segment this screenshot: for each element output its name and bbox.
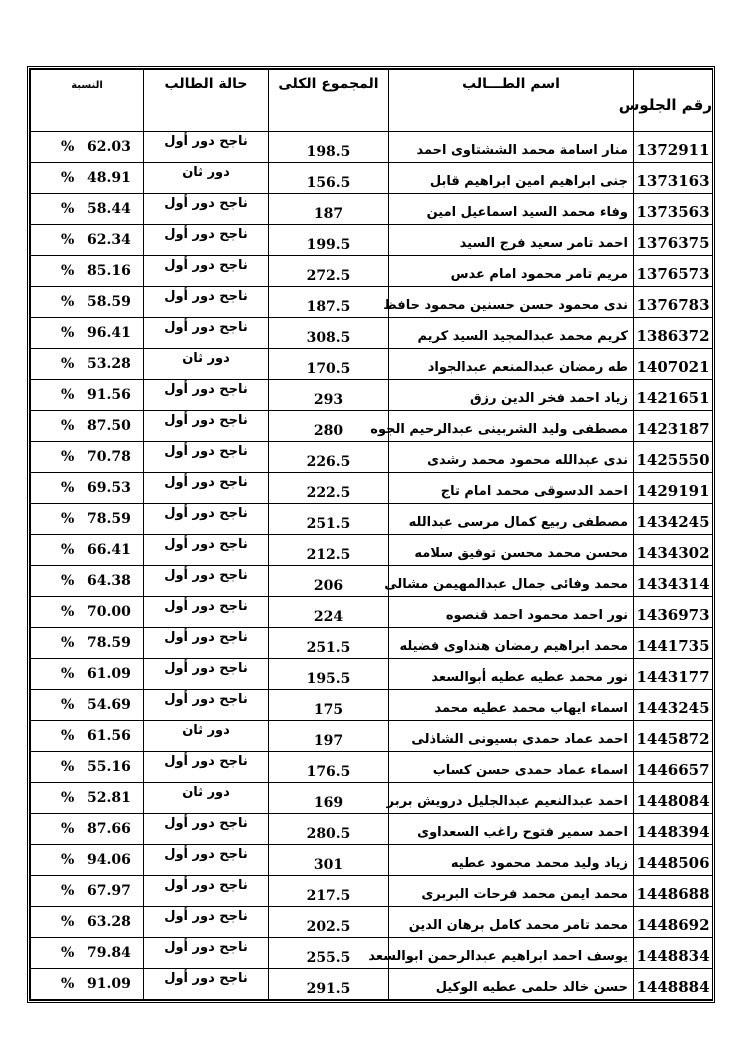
student-name-cell: زياد احمد فخر الدين رزق <box>389 380 634 411</box>
total-score-cell: 255.5 <box>269 938 389 969</box>
percentage-value: 87.50 <box>87 418 131 435</box>
table-row <box>31 659 713 690</box>
student-name-cell: كريم محمد عبدالمجيد السيد كريم <box>389 318 634 349</box>
student-status-cell: ناجح دور أول <box>144 597 269 628</box>
percentage-cell <box>31 690 144 721</box>
percent-sign: % <box>61 325 75 342</box>
student-name-cell: مصطفى ربيع كمال مرسى عبدالله <box>389 504 634 535</box>
student-status-cell: دور ثان <box>144 349 269 380</box>
header-student-status: حالة الطالب <box>144 70 269 132</box>
percent-sign: % <box>61 480 75 497</box>
student-name-cell: طه رمضان عبدالمنعم عبدالجواد <box>389 349 634 380</box>
total-score-cell: 280.5 <box>269 814 389 845</box>
percentage-cell <box>31 380 144 411</box>
table-row <box>31 628 713 659</box>
percentage-cell <box>31 907 144 938</box>
header-student-name: اسم الطـــالب <box>389 70 634 132</box>
table-row <box>31 566 713 597</box>
student-name-cell: مصطفى وليد الشربينى عبدالرحيم الجوه <box>389 411 634 442</box>
student-status-cell: ناجح دور أول <box>144 318 269 349</box>
student-status-cell: ناجح دور أول <box>144 876 269 907</box>
percentage-cell <box>31 566 144 597</box>
student-status-cell: ناجح دور أول <box>144 132 269 163</box>
student-status-cell: دور ثان <box>144 721 269 752</box>
table-row <box>31 163 713 194</box>
student-status-cell: ناجح دور أول <box>144 690 269 721</box>
total-score-cell: 170.5 <box>269 349 389 380</box>
student-status-cell: ناجح دور أول <box>144 907 269 938</box>
student-name-cell: نور احمد محمود احمد قنصوه <box>389 597 634 628</box>
table-row <box>31 349 713 380</box>
percentage-cell <box>31 969 144 1000</box>
percentage-value: 78.59 <box>87 635 131 652</box>
table-row <box>31 225 713 256</box>
seat-number-cell: 1373163 <box>634 163 713 194</box>
percentage-cell <box>31 876 144 907</box>
table-row <box>31 287 713 318</box>
student-name-cell: ندى محمود حسن حسنين محمود حافظ <box>389 287 634 318</box>
percentage-cell <box>31 938 144 969</box>
student-name-cell: محمد تامر محمد كامل برهان الدين <box>389 907 634 938</box>
seat-number-cell: 1434302 <box>634 535 713 566</box>
student-status-cell: ناجح دور أول <box>144 473 269 504</box>
percentage-value: 67.97 <box>87 883 131 900</box>
student-status-cell: دور ثان <box>144 163 269 194</box>
student-status-cell: ناجح دور أول <box>144 256 269 287</box>
seat-number-cell: 1446657 <box>634 752 713 783</box>
student-name-cell: مريم تامر محمود امام عدس <box>389 256 634 287</box>
total-score-cell: 293 <box>269 380 389 411</box>
percent-sign: % <box>61 976 75 993</box>
seat-number-cell: 1372911 <box>634 132 713 163</box>
student-status-cell: ناجح دور أول <box>144 814 269 845</box>
percentage-cell <box>31 194 144 225</box>
table-row <box>31 473 713 504</box>
total-score-cell: 251.5 <box>269 504 389 535</box>
percentage-cell <box>31 287 144 318</box>
table-row <box>31 318 713 349</box>
percentage-value: 62.03 <box>87 139 131 155</box>
results-table <box>30 69 713 1000</box>
percentage-cell <box>31 132 144 163</box>
student-status-cell: ناجح دور أول <box>144 504 269 535</box>
student-status-cell: ناجح دور أول <box>144 566 269 597</box>
seat-number-cell: 1443245 <box>634 690 713 721</box>
total-score-cell: 169 <box>269 783 389 814</box>
student-status-cell: ناجح دور أول <box>144 938 269 969</box>
percentage-value: 66.41 <box>87 542 131 559</box>
student-name-cell: احمد الدسوقى محمد امام تاج <box>389 473 634 504</box>
student-name-cell: احمد تامر سعيد فرج السيد <box>389 225 634 256</box>
percentage-cell <box>31 535 144 566</box>
percentage-value: 69.53 <box>87 480 131 497</box>
total-score-cell: 308.5 <box>269 318 389 349</box>
student-name-cell: زياد وليد محمد محمود عطيه <box>389 845 634 876</box>
student-status-cell: ناجح دور أول <box>144 225 269 256</box>
percent-sign: % <box>61 635 75 652</box>
total-score-cell: 187 <box>269 194 389 225</box>
header-total-score: المجموع الكلى <box>269 70 389 132</box>
percentage-cell <box>31 721 144 752</box>
percentage-cell <box>31 628 144 659</box>
percent-sign: % <box>61 852 75 869</box>
student-name-cell: محسن محمد محسن توفيق سلامه <box>389 535 634 566</box>
percent-sign: % <box>61 139 75 155</box>
percent-sign: % <box>61 201 75 218</box>
percent-sign: % <box>61 790 75 807</box>
student-name-cell: احمد سمير فتوح راغب السعداوى <box>389 814 634 845</box>
student-name-cell: محمد ابراهيم رمضان هنداوى فضيله <box>389 628 634 659</box>
percent-sign: % <box>61 697 75 714</box>
seat-number-cell: 1448084 <box>634 783 713 814</box>
student-status-cell: ناجح دور أول <box>144 628 269 659</box>
seat-number-cell: 1448884 <box>634 969 713 1000</box>
percent-sign: % <box>61 511 75 528</box>
seat-number-cell: 1448688 <box>634 876 713 907</box>
percentage-value: 85.16 <box>87 263 131 280</box>
total-score-cell: 199.5 <box>269 225 389 256</box>
student-name-cell: نور محمد عطيه عطيه أبوالسعد <box>389 659 634 690</box>
percent-sign: % <box>61 573 75 590</box>
student-name-cell: جنى ابراهيم امين ابراهيم قابل <box>389 163 634 194</box>
total-score-cell: 198.5 <box>269 132 389 163</box>
percentage-value: 96.41 <box>87 325 131 342</box>
total-score-cell: 222.5 <box>269 473 389 504</box>
percentage-cell <box>31 473 144 504</box>
percentage-cell <box>31 163 144 194</box>
seat-number-cell: 1376783 <box>634 287 713 318</box>
percentage-value: 91.56 <box>87 387 131 404</box>
table-row <box>31 442 713 473</box>
percentage-cell <box>31 411 144 442</box>
seat-number-cell: 1434314 <box>634 566 713 597</box>
total-score-cell: 272.5 <box>269 256 389 287</box>
percentage-value: 91.09 <box>87 976 131 993</box>
percent-sign: % <box>61 356 75 373</box>
results-table-body <box>31 132 713 1000</box>
student-status-cell: ناجح دور أول <box>144 411 269 442</box>
percentage-value: 48.91 <box>87 170 131 187</box>
percentage-cell <box>31 597 144 628</box>
percent-sign: % <box>61 821 75 838</box>
percent-sign: % <box>61 232 75 249</box>
total-score-cell: 251.5 <box>269 628 389 659</box>
percentage-cell <box>31 659 144 690</box>
student-name-cell: احمد عماد حمدى بسيونى الشاذلى <box>389 721 634 752</box>
table-row <box>31 690 713 721</box>
percentage-value: 87.66 <box>87 821 131 838</box>
seat-number-cell: 1376375 <box>634 225 713 256</box>
total-score-cell: 197 <box>269 721 389 752</box>
percentage-cell <box>31 783 144 814</box>
percentage-cell <box>31 845 144 876</box>
percentage-cell <box>31 318 144 349</box>
student-name-cell: منار اسامة محمد الششتاوى احمد <box>389 132 634 163</box>
percent-sign: % <box>61 666 75 683</box>
student-name-cell: حسن خالد حلمى عطيه الوكيل <box>389 969 634 1000</box>
percentage-value: 58.59 <box>87 294 131 311</box>
percentage-value: 54.69 <box>87 697 131 714</box>
table-row <box>31 969 713 1000</box>
table-header-row <box>31 70 713 132</box>
table-row <box>31 597 713 628</box>
percentage-value: 70.00 <box>87 604 131 621</box>
student-name-cell: وفاء محمد السيد اسماعيل امين <box>389 194 634 225</box>
student-status-cell: ناجح دور أول <box>144 969 269 1000</box>
table-row <box>31 411 713 442</box>
percentage-value: 79.84 <box>87 945 131 962</box>
seat-number-cell: 1448692 <box>634 907 713 938</box>
total-score-cell: 156.5 <box>269 163 389 194</box>
seat-number-cell: 1386372 <box>634 318 713 349</box>
percent-sign: % <box>61 263 75 280</box>
student-name-cell: محمد ايمن محمد فرحات البربرى <box>389 876 634 907</box>
percentage-cell <box>31 504 144 535</box>
total-score-cell: 202.5 <box>269 907 389 938</box>
student-status-cell: ناجح دور أول <box>144 659 269 690</box>
student-name-cell: اسماء عماد حمدى حسن كساب <box>389 752 634 783</box>
student-status-cell: ناجح دور أول <box>144 287 269 318</box>
table-row <box>31 876 713 907</box>
table-row <box>31 194 713 225</box>
student-status-cell: ناجح دور أول <box>144 194 269 225</box>
percent-sign: % <box>61 945 75 962</box>
percentage-cell <box>31 256 144 287</box>
results-table-frame <box>27 66 715 1003</box>
percentage-value: 94.06 <box>87 852 131 869</box>
table-row <box>31 814 713 845</box>
seat-number-cell: 1376573 <box>634 256 713 287</box>
seat-number-cell: 1448506 <box>634 845 713 876</box>
student-status-cell: ناجح دور أول <box>144 380 269 411</box>
student-status-cell: دور ثان <box>144 783 269 814</box>
percentage-value: 61.09 <box>87 666 131 683</box>
student-status-cell: ناجح دور أول <box>144 752 269 783</box>
percentage-value: 53.28 <box>87 356 131 373</box>
student-status-cell: ناجح دور أول <box>144 535 269 566</box>
student-status-cell: ناجح دور أول <box>144 845 269 876</box>
percent-sign: % <box>61 883 75 900</box>
seat-number-cell: 1443177 <box>634 659 713 690</box>
seat-number-cell: 1407021 <box>634 349 713 380</box>
percentage-value: 55.16 <box>87 759 131 776</box>
table-row <box>31 907 713 938</box>
seat-number-cell: 1373563 <box>634 194 713 225</box>
total-score-cell: 212.5 <box>269 535 389 566</box>
table-row <box>31 845 713 876</box>
student-name-cell: اسماء ايهاب محمد عطيه محمد <box>389 690 634 721</box>
seat-number-cell: 1421651 <box>634 380 713 411</box>
table-row <box>31 380 713 411</box>
percent-sign: % <box>61 542 75 559</box>
percentage-value: 61.56 <box>87 728 131 745</box>
total-score-cell: 301 <box>269 845 389 876</box>
total-score-cell: 176.5 <box>269 752 389 783</box>
table-row <box>31 783 713 814</box>
total-score-cell: 195.5 <box>269 659 389 690</box>
seat-number-cell: 1425550 <box>634 442 713 473</box>
percentage-cell <box>31 349 144 380</box>
student-name-cell: احمد عبدالنعيم عبدالجليل درويش بربر <box>389 783 634 814</box>
percent-sign: % <box>61 170 75 187</box>
seat-number-cell: 1448394 <box>634 814 713 845</box>
total-score-cell: 217.5 <box>269 876 389 907</box>
student-name-cell: يوسف احمد ابراهيم عبدالرحمن ابوالسعد <box>389 938 634 969</box>
percentage-cell <box>31 225 144 256</box>
table-row <box>31 938 713 969</box>
seat-number-cell: 1434245 <box>634 504 713 535</box>
seat-number-cell: 1429191 <box>634 473 713 504</box>
percentage-cell <box>31 752 144 783</box>
percentage-value: 63.28 <box>87 914 131 931</box>
percentage-value: 62.34 <box>87 232 131 249</box>
percent-sign: % <box>61 759 75 776</box>
header-percentage: النسبة <box>31 70 144 132</box>
percent-sign: % <box>61 604 75 621</box>
table-row <box>31 256 713 287</box>
student-status-cell: ناجح دور أول <box>144 442 269 473</box>
student-name-cell: محمد وفائى جمال عبدالمهيمن مشالى <box>389 566 634 597</box>
header-seat-number: رقم الجلوس <box>634 70 713 132</box>
percent-sign: % <box>61 449 75 466</box>
total-score-cell: 280 <box>269 411 389 442</box>
percent-sign: % <box>61 387 75 404</box>
percentage-value: 52.81 <box>87 790 131 807</box>
percentage-value: 78.59 <box>87 511 131 528</box>
total-score-cell: 224 <box>269 597 389 628</box>
table-row <box>31 535 713 566</box>
percent-sign: % <box>61 914 75 931</box>
percentage-value: 64.38 <box>87 573 131 590</box>
percentage-cell <box>31 814 144 845</box>
seat-number-cell: 1445872 <box>634 721 713 752</box>
total-score-cell: 175 <box>269 690 389 721</box>
seat-number-cell: 1436973 <box>634 597 713 628</box>
seat-number-cell: 1448834 <box>634 938 713 969</box>
total-score-cell: 226.5 <box>269 442 389 473</box>
total-score-cell: 187.5 <box>269 287 389 318</box>
seat-number-cell: 1423187 <box>634 411 713 442</box>
student-name-cell: ندى عبدالله محمود محمد رشدى <box>389 442 634 473</box>
percentage-value: 70.78 <box>87 449 131 466</box>
total-score-cell: 291.5 <box>269 969 389 1000</box>
table-row <box>31 504 713 535</box>
table-row <box>31 721 713 752</box>
percentage-cell <box>31 442 144 473</box>
percentage-value: 58.44 <box>87 201 131 218</box>
percent-sign: % <box>61 418 75 435</box>
percent-sign: % <box>61 728 75 745</box>
seat-number-cell: 1441735 <box>634 628 713 659</box>
table-row <box>31 752 713 783</box>
percent-sign: % <box>61 294 75 311</box>
table-row <box>31 132 713 163</box>
total-score-cell: 206 <box>269 566 389 597</box>
